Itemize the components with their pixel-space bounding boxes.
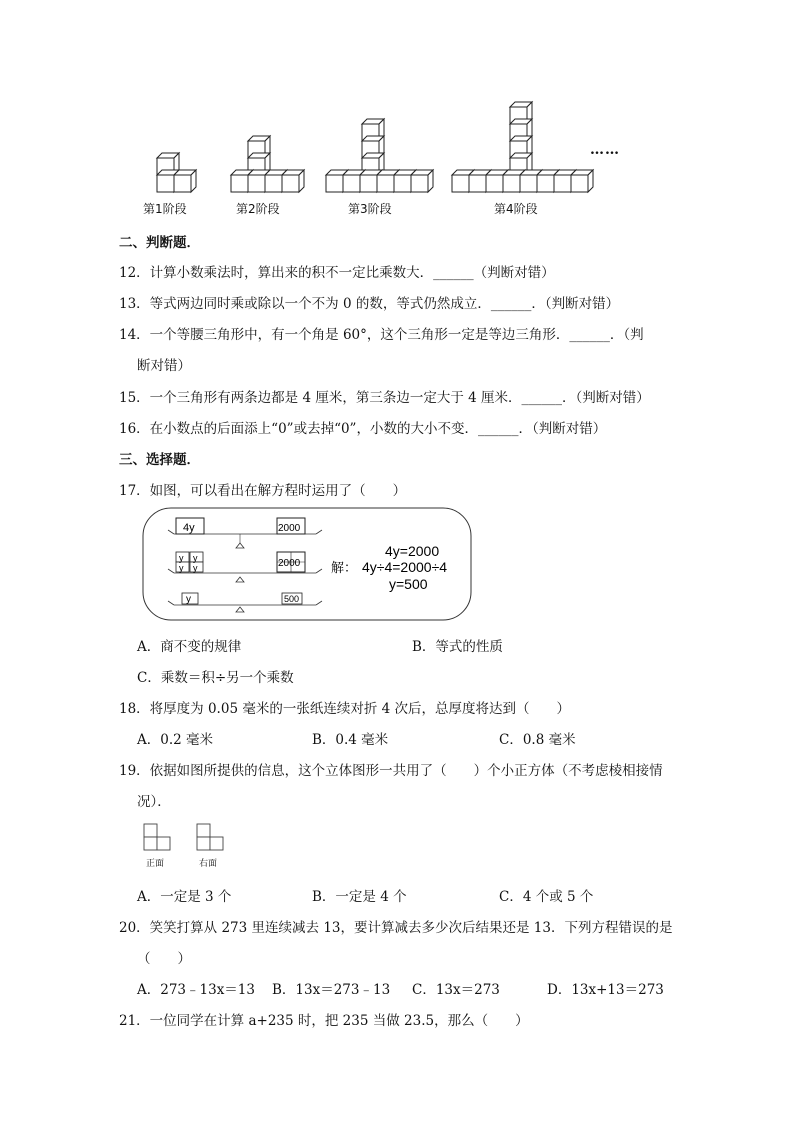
row2-y4: y bbox=[193, 563, 198, 573]
stage-1-cubes bbox=[157, 153, 196, 192]
row2-right-label: 2000 bbox=[278, 558, 301, 569]
section-judgement-heading: 二、判断题． bbox=[119, 235, 200, 251]
row2-y2: y bbox=[193, 553, 198, 563]
solve-label: 解： bbox=[331, 561, 358, 576]
question-20-option-c: C．13x＝273 bbox=[412, 982, 500, 998]
question-14-line2: 断对错） bbox=[137, 358, 191, 374]
question-18-option-c: C．0.8 毫米 bbox=[499, 732, 576, 748]
stage-3-cubes bbox=[326, 119, 433, 192]
row2-y1: y bbox=[179, 553, 184, 563]
question-19-option-a: A．一定是 3 个 bbox=[137, 889, 232, 905]
question-19-option-b: B．一定是 4 个 bbox=[312, 889, 407, 905]
equation-line-1: 4y=2000 bbox=[385, 543, 440, 559]
question-14-line1: 14．一个等腰三角形中，有一个角是 60°，这个三角形一定是等边三角形．______．（判 bbox=[119, 327, 644, 343]
question-18-option-b: B．0.4 毫米 bbox=[312, 732, 389, 748]
row3-left-label: y bbox=[186, 594, 191, 605]
row2-y3: y bbox=[179, 563, 184, 573]
question-20-paren: （ ） bbox=[137, 951, 191, 967]
front-right-views-figure bbox=[140, 820, 230, 854]
question-18-option-a: A．0.2 毫米 bbox=[137, 732, 214, 748]
stage-3-label: 第3阶段 bbox=[348, 202, 392, 216]
question-20-option-d: D．13x+13＝273 bbox=[547, 982, 664, 998]
question-20-stem: 20．笑笑打算从 273 里连续减去 13，要计算减去多少次后结果还是 13．下列方程错误的是 bbox=[119, 920, 673, 936]
question-21-stem: 21．一位同学在计算 a+235 时，把 235 当做 23.5，那么（ ） bbox=[119, 1013, 529, 1029]
question-20-option-a: A．273﹣13x＝13 bbox=[137, 982, 255, 998]
question-20-option-b: B．13x＝273﹣13 bbox=[272, 982, 391, 998]
question-19-stem-line1: 19．依据如图所提供的信息，这个立体图形一共用了（ ）个小正方体（不考虑棱相接情 bbox=[119, 763, 663, 779]
ellipsis: …… bbox=[590, 142, 620, 158]
balance-equation-figure bbox=[140, 505, 475, 623]
equation-line-2: 4y÷4=2000÷4 bbox=[362, 559, 448, 575]
question-17-option-c: C．乘数＝积÷另一个乘数 bbox=[137, 670, 294, 686]
cube-stages-figure bbox=[140, 95, 660, 220]
question-15: 15．一个三角形有两条边都是 4 厘米，第三条边一定大于 4 厘米．______．（判断对错） bbox=[119, 390, 650, 406]
question-17-option-b: B．等式的性质 bbox=[412, 639, 503, 655]
question-19-stem-line2: 况）． bbox=[137, 794, 171, 810]
section-choice-heading: 三、选择题． bbox=[119, 452, 200, 468]
stage-2-cubes bbox=[231, 136, 304, 192]
question-17-stem: 17．如图，可以看出在解方程时运用了（ ） bbox=[119, 483, 407, 499]
row1-left-label: 4y bbox=[183, 522, 195, 534]
question-16: 16．在小数点的后面添上“0”或去掉“0”，小数的大小不变．______．（判断对错） bbox=[119, 421, 607, 437]
right-view bbox=[197, 824, 223, 850]
question-19-option-c: C．4 个或 5 个 bbox=[499, 889, 594, 905]
row3-right-label: 500 bbox=[284, 594, 300, 604]
right-view-label: 右面 bbox=[199, 859, 218, 869]
stage-4-label: 第4阶段 bbox=[494, 202, 538, 216]
stage-1-label: 第1阶段 bbox=[143, 202, 187, 216]
equation-line-3: y=500 bbox=[389, 576, 428, 592]
question-17-option-a: A．商不变的规律 bbox=[137, 639, 242, 655]
question-12: 12．计算小数乘法时，算出来的积不一定比乘数大．______（判断对错） bbox=[119, 265, 555, 281]
front-view bbox=[144, 824, 170, 850]
stage-4-cubes bbox=[452, 102, 593, 192]
front-view-label: 正面 bbox=[146, 859, 165, 869]
question-13: 13．等式两边同时乘或除以一个不为 0 的数，等式仍然成立．______．（判断对错） bbox=[119, 296, 620, 312]
row1-right-label: 2000 bbox=[278, 523, 301, 534]
question-18-stem: 18．将厚度为 0.05 毫米的一张纸连续对折 4 次后，总厚度将达到（ ） bbox=[119, 701, 570, 717]
stage-2-label: 第2阶段 bbox=[236, 202, 280, 216]
